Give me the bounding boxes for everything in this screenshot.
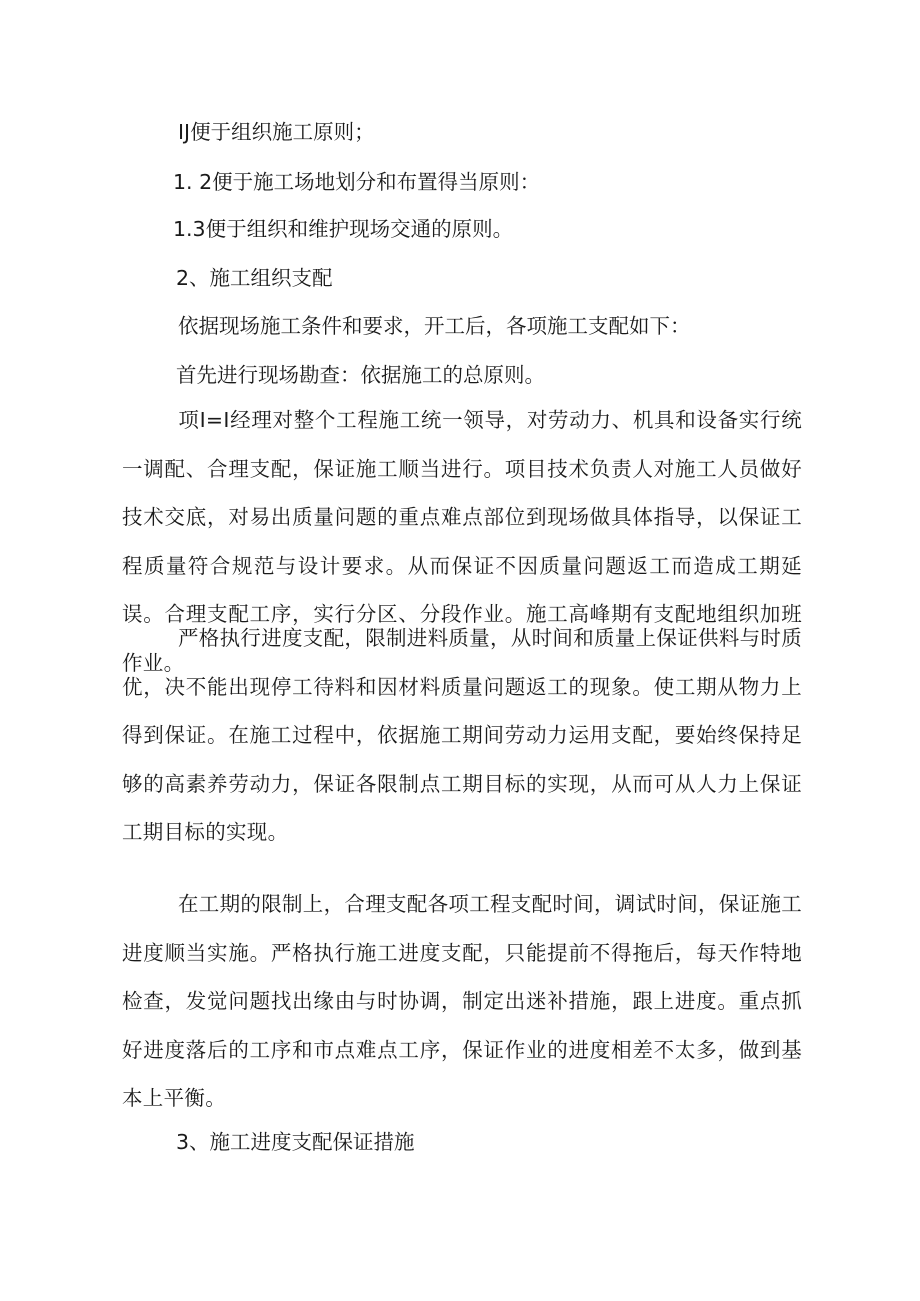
paragraph-text: 严格执行进度支配，限制进料质量，从时间和质量上保证供料与时质优，决不能出现停工待料和因材料质量问题返工的现象。使工期从物力上得到保证。在施工过程中，依据施工期间劳动力运用支配，要始终保持足够的高素养劳动力，保证各限制点工期目标的实现，从而可从人力上保证工期目标的实现。 (122, 626, 802, 844)
section-heading-2: 2、施工组织支配 (176, 266, 333, 290)
principle-line-3: 1.3便于组织和维护现场交通的原则。 (173, 217, 514, 241)
paragraph-schedule-material (122, 614, 802, 857)
paragraph-text: 在工期的限制上，合理支配各项工程支配时间，调试时间，保证施工进度顺当实施。严格执行施工进度支配，只能提前不得拖后，每天作特地检查，发觉问题找出缘由与时协调，制定出迷补措施，跟上进度。重点抓好进度落后的工序和市点难点工序，保证作业的进度相差不太多，做到基本上平衡。 (122, 892, 802, 1110)
survey-line: 首先进行现场勘查：依据施工的总原则。 (176, 363, 545, 387)
section-heading-3: 3、施工进度支配保证措施 (176, 1130, 415, 1154)
principle-line-1: IJ便于组织施工原则； (178, 120, 375, 144)
paragraph-text: 项I=I经理对整个工程施工统一领导，对劳动力、机具和设备实行统一调配、合理支配，保证施工顺当进行。项目技术负责人对施工人员做好技术交底，对易出质量问题的重点难点部位到现场做具体指导，以保证工程质量符合规范与设计要求。从而保证不因质量问题返工而造成工期延误。合理支配工序，实行分区、分段作业。施工高峰期有支配地组织加班作业。 (122, 408, 802, 675)
paragraph-time-control (122, 880, 802, 1123)
principle-line-2: 1. 2便于施工场地划分和布置得当原则： (173, 170, 541, 194)
intro-line: 依据现场施工条件和要求，开工后，各项施工支配如下： (178, 314, 691, 338)
